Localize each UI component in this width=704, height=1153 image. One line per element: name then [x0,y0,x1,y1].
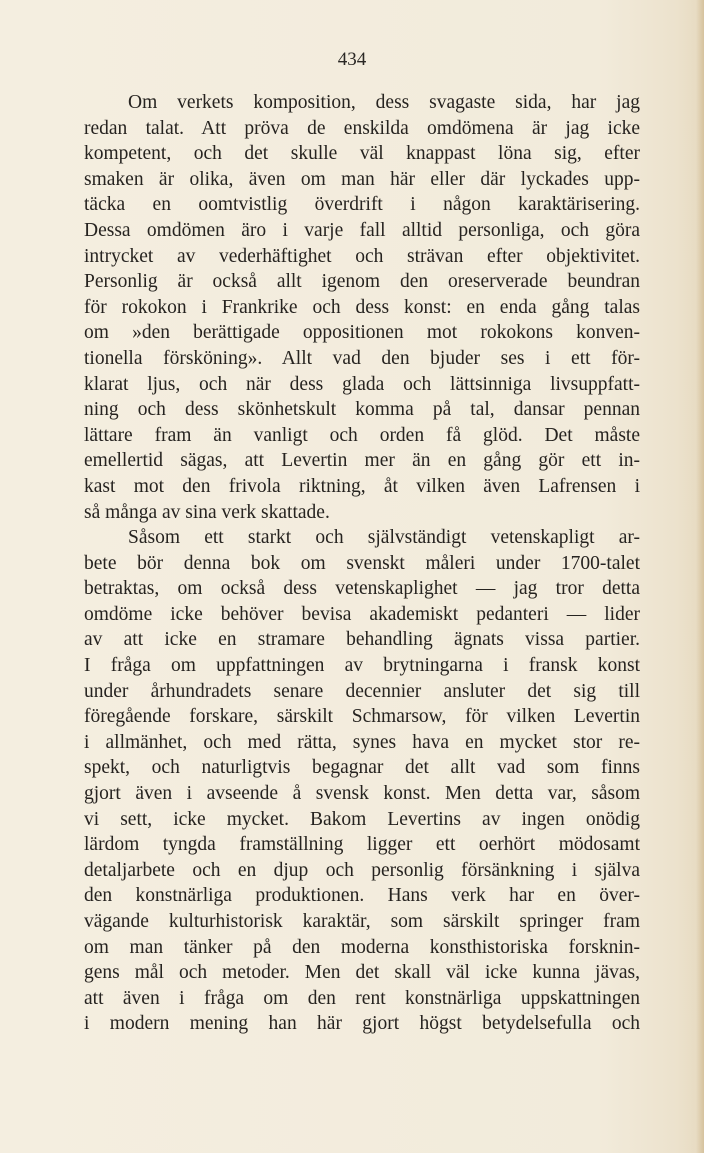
text-line: att även i fråga om den rent konstnärliga uppskattningen [84,987,640,1009]
text-line: emellertid sägas, att Levertin mer än en gång gör ett in- [84,450,640,472]
text-line: Dessa omdömen äro i varje fall alltid personliga, och göra [84,219,640,241]
text-line: lättare fram än vanligt och orden få glöd. Det måste [84,424,640,446]
text-line: redan talat. Att pröva de enskilda omdömena är jag icke [84,117,640,139]
text-line: om man tänker på den moderna konsthistoriska forsknin- [84,936,640,958]
text-line: bete bör denna bok om svenskt måleri under 1700-talet [84,552,640,574]
text-line: betraktas, om också dess vetenskaplighet — jag tror detta [84,578,640,600]
text-line: lärdom tyngda framställning ligger ett oerhört mödosamt [84,834,640,856]
text-line: föregående forskare, särskilt Schmarsow, för vilken Levertin [84,706,640,728]
text-line: vägande kulturhistorisk karaktär, som särskilt springer fram [84,911,640,932]
text-line: intrycket av vederhäftighet och strävan efter objektivitet. [84,245,640,267]
text-line: vi sett, icke mycket. Bakom Levertins av ingen onödig [84,808,640,830]
text-line: så många av sina verk skattade. [84,501,330,523]
text-line: under århundradets senare decennier ansluter det sig till [84,680,640,702]
text-line: tionella försköning». Allt vad den bjuder ses i ett för- [84,347,640,369]
text-line: gens mål och metoder. Men det skall väl icke kunna jävas, [84,962,640,984]
text-line: Såsom ett starkt och självständigt vetenskapligt ar- [128,527,640,549]
text-line: i allmänhet, och med rätta, synes hava en mycket stor re- [84,731,640,753]
text-line: av att icke en stramare behandling ägnats vissa partier. [84,629,640,651]
text-line: omdöme icke behöver bevisa akademiskt pedanteri — lider [84,603,640,625]
text-line: smaken är olika, även om man här eller där lyckades upp- [84,168,640,190]
text-line: Personlig är också allt igenom den oreserverade beundran [84,271,640,293]
text-line: ning och dess skönhetskult komma på tal, dansar pennan [84,399,640,421]
text-line: täcka en oomtvistlig överdrift i någon karaktärisering. [84,194,640,216]
text-line: detaljarbete och en djup och personlig försänkning i själva [84,859,640,881]
body-text [84,90,640,1037]
text-line: för rokokon i Frankrike och dess konst: en enda gång talas [84,296,640,318]
text-line: spekt, och naturligtvis begagnar det allt vad som finns [84,757,640,779]
text-line: den konstnärliga produktionen. Hans verk har en över- [84,885,640,907]
text-line: klarat ljus, och när dess glada och lättsinniga livsuppfatt- [84,373,640,395]
text-line: gjort även i avseende å svensk konst. Men detta var, såsom [84,783,640,805]
text-line: om »den berättigade oppositionen mot rokokons konven- [84,322,640,344]
text-line: I fråga om uppfattningen av brytningarna i fransk konst [84,655,640,677]
text-line: Om verkets komposition, dess svagaste sida, har jag [128,92,640,113]
text-line: kompetent, och det skulle väl knappast löna sig, efter [84,143,640,165]
page-number: 434 [337,49,367,70]
text-line: i modern mening han här gjort högst betydelsefulla och [84,1013,640,1035]
page-edge-shadow [696,0,704,1153]
text-line: kast mot den frivola riktning, åt vilken även Lafrensen i [84,475,640,497]
